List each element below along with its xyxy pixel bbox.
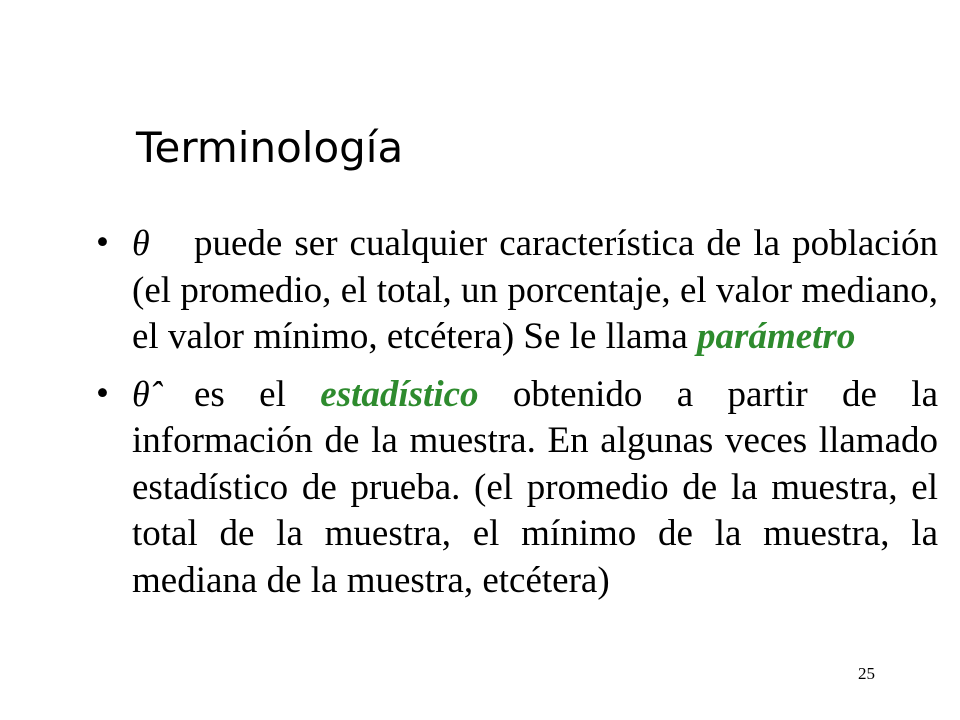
bullet-list — [96, 220, 938, 604]
bullet-dot-icon: • — [96, 372, 109, 414]
bullet-dot-icon: • — [96, 222, 109, 263]
theta-hat-symbol: θ̂ — [132, 373, 150, 414]
bullet-item-statistic — [96, 371, 938, 605]
theta-symbol: θ — [132, 223, 150, 263]
bullet-text: es el — [194, 373, 321, 415]
bullet-text: puede ser cualquier característica de la población (el promedio, el total, un porcentaje, el valor mediano, el valor mínimo, etcétera) Se le llama — [132, 223, 938, 357]
page-number: 25 — [858, 664, 875, 683]
slide-title: Terminología — [136, 123, 404, 172]
bullet-text-after: obtenido a partir de la información de la muestra. En algunas veces llamado estadístico de prueba. (el promedio de la muestra, el total de la muestra, el mínimo de la muestra, la mediana de la muestra, etcétera) — [132, 373, 939, 601]
bullet-item-parameter — [96, 220, 938, 361]
term-parameter: parámetro — [697, 316, 856, 357]
term-statistic: estadístico — [320, 373, 479, 415]
